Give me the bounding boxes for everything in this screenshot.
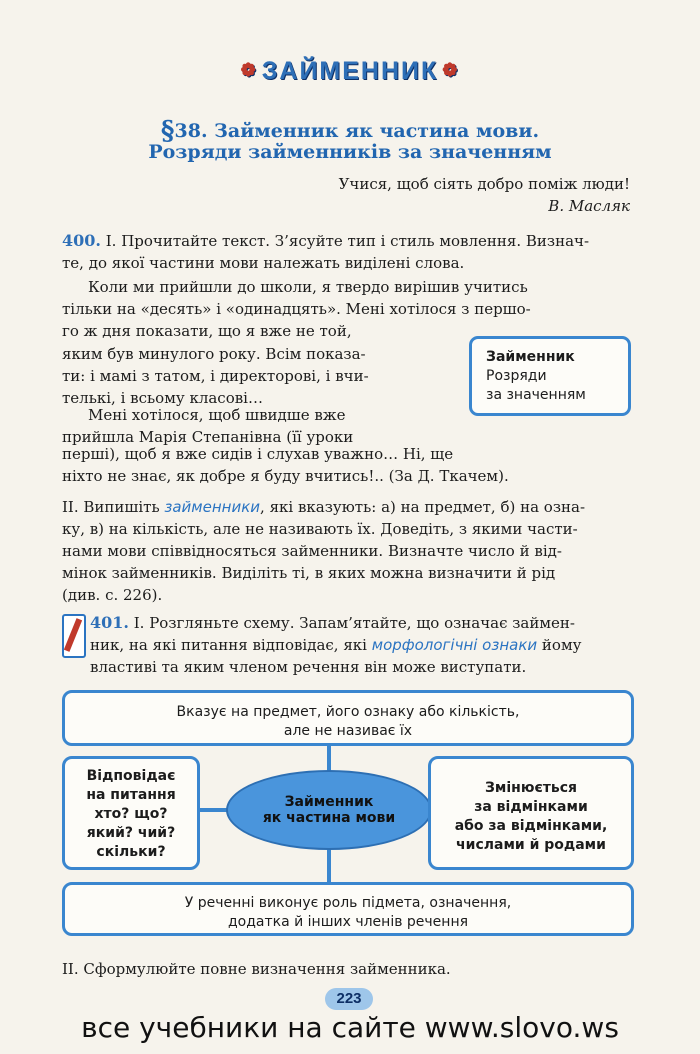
ex400-text-line: ніхто не знає, як добре я буду вчитись!.. (За Д. Ткачем).: [62, 467, 509, 485]
ex400-task1-text: І. Прочитайте текст. З’ясуйте тип і стиль мовлення. Визнач-: [105, 232, 590, 250]
scheme-top-line: Вказує на предмет, його ознаку або кількість,: [176, 704, 520, 720]
scheme-right-line: або за відмінками,: [454, 818, 608, 834]
chapter-title-text: ЗАЙМЕННИК: [261, 57, 439, 85]
page-number: 223: [325, 988, 373, 1010]
section-title-line2: Розряди займенників за значенням: [148, 141, 552, 163]
ex400-text-line: перші), щоб я вже сидів і слухав уважно… Ні, ще: [62, 445, 454, 463]
scheme-left-line: хто? що?: [94, 806, 168, 822]
ex400-task1: [62, 230, 589, 253]
scheme-left-line: Відповідає: [86, 768, 176, 784]
ex400-text-line: ти: і мамі з татом, і директорові, і вчи-: [62, 367, 369, 385]
ex400-task2-text: ІІ. Випишіть: [62, 498, 165, 516]
ex401-line3: властиві та яким членом речення він може виступати.: [90, 658, 527, 676]
ex400-task2-line1: [62, 496, 585, 519]
scheme-connector: [327, 848, 331, 884]
scheme-top-line: але не називає їх: [283, 723, 413, 739]
ex401-number: 401.: [90, 613, 129, 632]
scheme-top-box: [62, 690, 634, 746]
ex400-task2-text: , які вказують: а) на предмет, б) на озна-: [260, 498, 586, 516]
section-symbol: §: [160, 116, 175, 146]
ex400-text-line: Коли ми прийшли до школи, я твердо вирішив учитись: [88, 278, 528, 296]
site-footer: все учебники на сайте www.slovo.ws: [81, 1011, 619, 1044]
ex400-number: 400.: [62, 231, 101, 250]
scheme-right-line: Змінюється: [484, 780, 578, 796]
scheme-connector: [327, 742, 331, 772]
scheme-center-line: Займенник: [284, 794, 374, 810]
section-title-text1: 38. Займенник як частина мови.: [174, 120, 540, 142]
ornament-left-icon: ❁: [240, 60, 258, 80]
scheme-bottom-line: У реченні виконує роль підмета, означення,: [184, 895, 512, 911]
ex400-task2-line: мінок займенників. Виділіть ті, в яких можна визначити й рід: [62, 564, 556, 582]
scheme-bottom-line: додатка й інших членів речення: [227, 914, 469, 930]
rubric-box-line: Розряди: [486, 368, 547, 384]
ex400-task2-line: ку, в) на кількість, але не називають їх. Доведіть, з якими части-: [62, 520, 578, 538]
ex400-text-line: прийшла Марія Степанівна (її уроки: [62, 428, 354, 446]
ex400-task2-line: нами мови співвідносяться займенники. Визначте число й від-: [62, 542, 562, 560]
ex401-line2: [90, 634, 581, 657]
scheme-bottom-box: [62, 882, 634, 936]
rubric-box-line: за значенням: [486, 387, 586, 403]
epigraph-author: В. Масляк: [548, 197, 630, 215]
epigraph-text: Учися, щоб сіять добро поміж люди!: [338, 175, 630, 193]
rubric-box: [469, 336, 631, 416]
scheme-right-line: за відмінками: [474, 799, 588, 815]
ornament-right-icon: ❁: [442, 60, 460, 80]
ex400-task2-highlight: займенники: [164, 498, 261, 516]
ex401-line2-text: ник, на які питання відповідає, які: [90, 636, 372, 654]
ex400-text-line: яким був минулого року. Всім показа-: [62, 345, 366, 363]
scheme-left-line: на питання: [86, 787, 176, 803]
scheme-left-line: скільки?: [96, 844, 166, 860]
scheme-left-box: [62, 756, 200, 870]
scheme-left-line: який? чий?: [86, 825, 176, 841]
ex400-task2: те, до якої частини мови належать виділені слова.: [62, 254, 465, 272]
chapter-title: [0, 57, 700, 86]
ex400-text-line: го ж дня показати, що я вже не той,: [62, 322, 352, 340]
rubric-box-title: Займенник: [486, 349, 575, 365]
ex400-text-line: телькі, і всьому класові…: [62, 389, 263, 407]
ex400-text-line: тільки на «десять» і «одинадцять». Мені хотілося з першо-: [62, 300, 531, 318]
scheme-right-box: [428, 756, 634, 870]
ex401-line1: [90, 612, 575, 635]
scheme-center-line: як частина мови: [262, 810, 396, 826]
ex400-task2-line: (див. с. 226).: [62, 586, 163, 604]
scheme-center-oval: [226, 770, 432, 850]
ex401-highlight: морфологічні ознаки: [371, 636, 538, 654]
ex401-line1-text: І. Розгляньте схему. Запам’ятайте, що означає займен-: [133, 614, 575, 632]
ex400-text-line: Мені хотілося, щоб швидше вже: [88, 406, 346, 424]
scheme-connector: [198, 808, 228, 812]
pencil-icon: [62, 614, 86, 658]
ex401-task2: ІІ. Сформулюйте повне визначення займенника.: [62, 960, 451, 978]
ex401-line2-text: йому: [537, 636, 582, 654]
scheme-right-line: числами й родами: [456, 837, 606, 853]
